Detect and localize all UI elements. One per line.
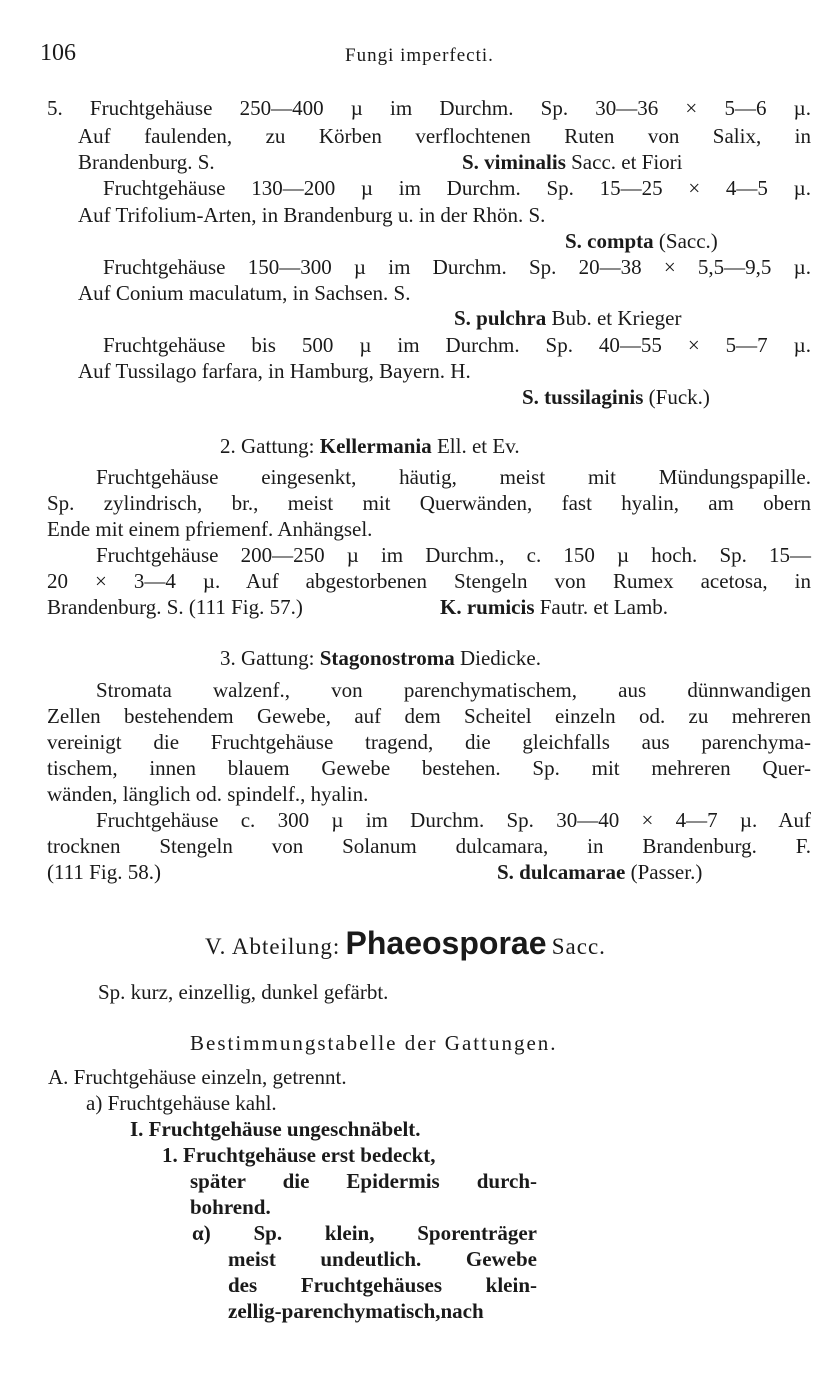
tussilaginis-line-2: Auf Tussilago farfara, in Hamburg, Bayern. H. bbox=[78, 359, 471, 383]
genus-3-heading bbox=[220, 646, 541, 671]
species-name: K. rumicis bbox=[440, 595, 535, 619]
division-name: Phaeosporae bbox=[345, 925, 547, 961]
key-title: Bestimmungstabelle der Gattungen. bbox=[190, 1031, 558, 1055]
genus-2-line-4: Fruchtgehäuse 200—250 µ im Durchm., c. 150 µ hoch. Sp. 15— bbox=[96, 543, 811, 567]
species-5-line-3: Brandenburg. S. bbox=[78, 150, 215, 174]
species-pulchra bbox=[454, 306, 682, 331]
compta-line-2: Auf Trifolium-Arten, in Brandenburg u. in der Rhön. S. bbox=[78, 203, 546, 227]
division-description: Sp. kurz, einzellig, dunkel gefärbt. bbox=[98, 980, 389, 1004]
genus-heading-name: Stagonostroma bbox=[319, 646, 455, 670]
key-item-alpha-line-1: α) Sp. klein, Sporenträger bbox=[192, 1221, 537, 1245]
genus-2-line-1: Fruchtgehäuse eingesenkt, häutig, meist mit Mündungspapille. bbox=[96, 465, 811, 489]
species-author: (Passer.) bbox=[630, 860, 703, 884]
genus-3-line-4: tischem, innen blauem Gewebe bestehen. Sp. mit mehreren Quer- bbox=[47, 756, 811, 780]
species-author: Sacc. et Fiori bbox=[571, 150, 683, 174]
species-name: S. pulchra bbox=[454, 306, 547, 330]
genus-heading-prefix: 3. Gattung: bbox=[220, 646, 315, 670]
species-name: S. compta bbox=[565, 229, 654, 253]
genus-3-line-3: vereinigt die Fruchtgehäuse tragend, die gleichfalls aus parenchyma- bbox=[47, 730, 811, 754]
division-heading bbox=[205, 925, 606, 962]
genus-3-line-1: Stromata walzenf., von parenchymatischem, aus dünnwandigen bbox=[96, 678, 811, 702]
genus-heading-prefix: 2. Gattung: bbox=[220, 434, 315, 458]
genus-2-line-3: Ende mit einem pfriemenf. Anhängsel. bbox=[47, 517, 373, 541]
species-5-line-2: Auf faulenden, zu Körben verflochtenen Ruten von Salix, in bbox=[78, 124, 811, 148]
pulchra-line-1: Fruchtgehäuse 150—300 µ im Durchm. Sp. 20—38 × 5,5—9,5 µ. bbox=[103, 255, 811, 279]
genus-2-line-5: 20 × 3—4 µ. Auf abgestorbenen Stengeln von Rumex acetosa, in bbox=[47, 569, 811, 593]
species-dulcamarae bbox=[497, 860, 702, 885]
genus-heading-name: Kellermania bbox=[319, 434, 432, 458]
genus-3-line-5: wänden, länglich od. spindelf., hyalin. bbox=[47, 782, 369, 806]
key-item-1-line-3: bohrend. bbox=[190, 1195, 271, 1219]
key-item-1-line-1: 1. Fruchtgehäuse erst bedeckt, bbox=[162, 1143, 436, 1167]
key-item-1-line-2: später die Epidermis durch- bbox=[190, 1169, 537, 1193]
genus-heading-author: Ell. et Ev. bbox=[436, 434, 520, 458]
pulchra-line-2: Auf Conium maculatum, in Sachsen. S. bbox=[78, 281, 411, 305]
compta-line-1: Fruchtgehäuse 130—200 µ im Durchm. Sp. 15—25 × 4—5 µ. bbox=[103, 176, 811, 200]
species-viminalis bbox=[462, 150, 683, 175]
genus-heading-author: Diedicke. bbox=[459, 646, 541, 670]
species-compta bbox=[565, 229, 718, 254]
key-item-A: A. Fruchtgehäuse einzeln, getrennt. bbox=[48, 1065, 347, 1089]
division-prefix: V. Abteilung: bbox=[205, 934, 341, 959]
division-author: Sacc. bbox=[551, 934, 606, 959]
key-item-I: I. Fruchtgehäuse ungeschnäbelt. bbox=[130, 1117, 421, 1141]
species-name: S. dulcamarae bbox=[497, 860, 626, 884]
genus-2-line-6: Brandenburg. S. (111 Fig. 57.) bbox=[47, 595, 303, 619]
key-item-a: a) Fruchtgehäuse kahl. bbox=[86, 1091, 277, 1115]
species-author: (Fuck.) bbox=[648, 385, 710, 409]
page-number: 106 bbox=[40, 40, 76, 66]
running-title: Fungi imperfecti. bbox=[345, 45, 494, 66]
species-rumicis bbox=[440, 595, 668, 620]
species-5-line-1: 5. Fruchtgehäuse 250—400 µ im Durchm. Sp. 30—36 × 5—6 µ. bbox=[47, 96, 811, 120]
species-author: Bub. et Krieger bbox=[551, 306, 682, 330]
species-author: Fautr. et Lamb. bbox=[539, 595, 669, 619]
key-item-alpha-line-3: des Fruchtgehäuses klein- bbox=[228, 1273, 537, 1297]
key-item-alpha-line-4: zellig-parenchymatisch,nach bbox=[228, 1299, 484, 1323]
genus-2-heading bbox=[220, 434, 520, 459]
species-name: S. tussilaginis bbox=[522, 385, 644, 409]
genus-3-line-2: Zellen bestehendem Gewebe, auf dem Scheitel einzeln od. zu mehreren bbox=[47, 704, 811, 728]
genus-2-line-2: Sp. zylindrisch, br., meist mit Querwänden, fast hyalin, am obern bbox=[47, 491, 811, 515]
key-item-alpha-line-2: meist undeutlich. Gewebe bbox=[228, 1247, 537, 1271]
genus-3-line-7: trocknen Stengeln von Solanum dulcamara, in Brandenburg. F. bbox=[47, 834, 811, 858]
species-author: (Sacc.) bbox=[658, 229, 718, 253]
tussilaginis-line-1: Fruchtgehäuse bis 500 µ im Durchm. Sp. 40—55 × 5—7 µ. bbox=[103, 333, 811, 357]
genus-3-line-8: (111 Fig. 58.) bbox=[47, 860, 161, 884]
species-tussilaginis bbox=[522, 385, 710, 410]
genus-3-line-6: Fruchtgehäuse c. 300 µ im Durchm. Sp. 30—40 × 4—7 µ. Auf bbox=[96, 808, 811, 832]
species-name: S. viminalis bbox=[462, 150, 566, 174]
